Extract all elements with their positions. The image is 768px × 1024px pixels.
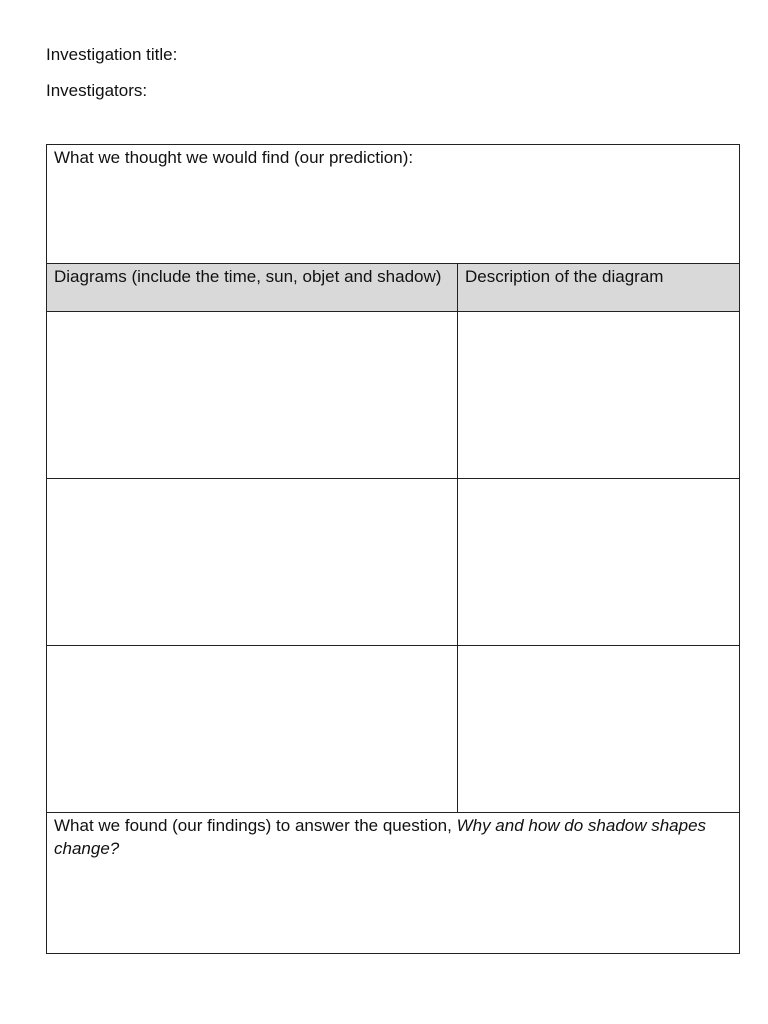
diagrams-column-header: Diagrams (include the time, sun, objet and shadow) (47, 264, 458, 312)
investigation-title-label: Investigation title: (46, 45, 178, 64)
diagram-cell-3[interactable] (47, 646, 458, 813)
findings-question: Why and how do shadow shapes change? (54, 816, 707, 858)
description-cell-3[interactable] (458, 646, 739, 813)
prediction-label: What we thought we would find (our prediction): (54, 148, 414, 167)
diagram-cell-1[interactable] (47, 312, 458, 479)
diagram-cell-2[interactable] (47, 479, 458, 646)
findings-label: What we found (our findings) to answer the question, (54, 816, 457, 835)
investigation-table (46, 144, 740, 954)
prediction-cell[interactable] (47, 145, 739, 264)
findings-cell[interactable] (47, 813, 739, 953)
investigators-label: Investigators: (46, 81, 148, 100)
description-cell-2[interactable] (458, 479, 739, 646)
description-column-header: Description of the diagram (458, 264, 739, 312)
description-cell-1[interactable] (458, 312, 739, 479)
